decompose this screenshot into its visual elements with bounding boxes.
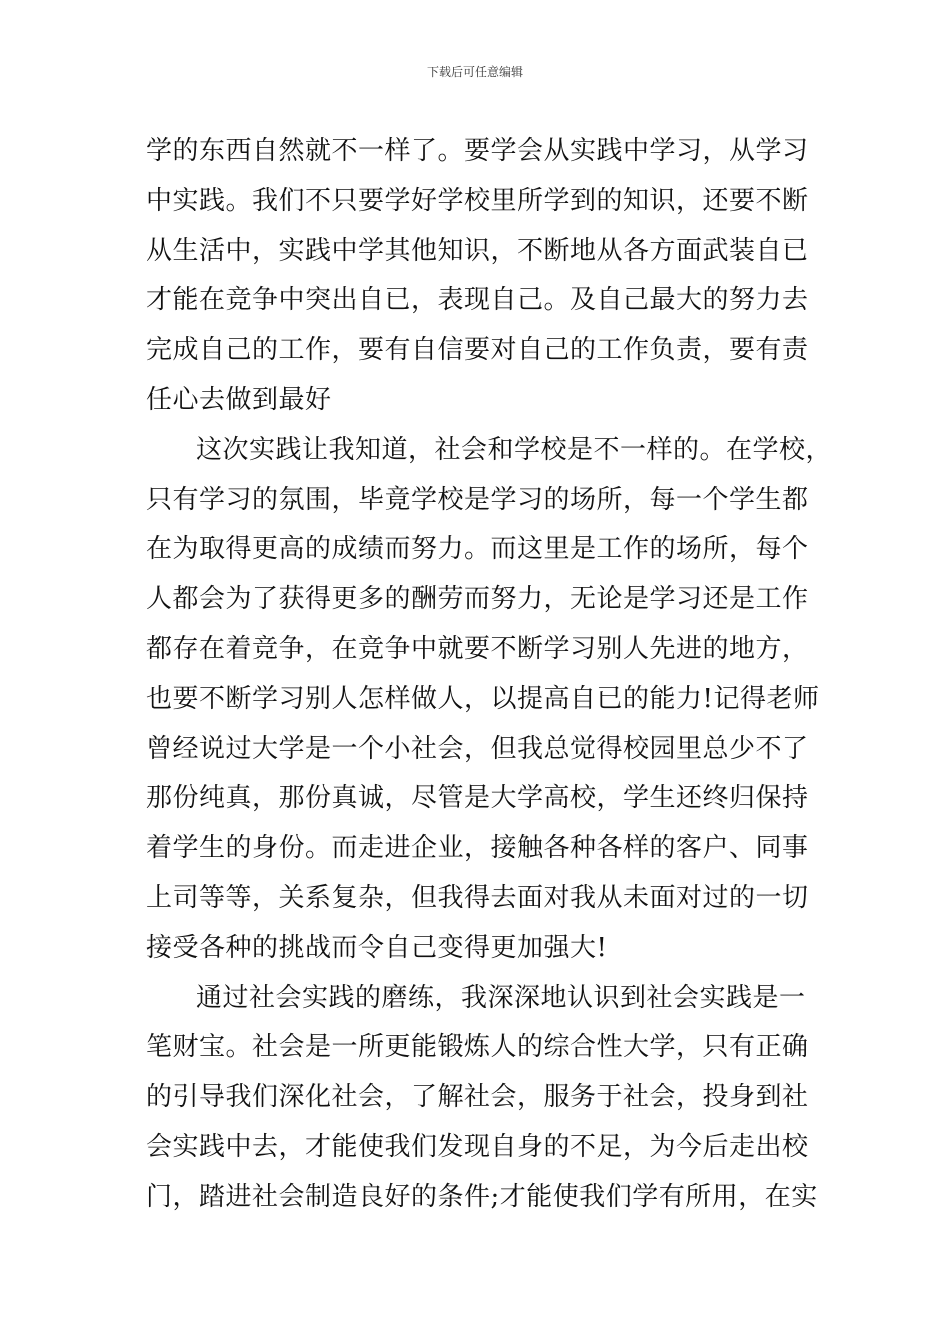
text-line: 那份纯真，那份真诚，尽管是大学高校，学生还终归保持 <box>146 783 809 814</box>
text-line: 接受各种的挑战而令自己变得更加强大! <box>146 932 608 963</box>
paragraph-3 <box>146 974 826 1223</box>
document-body <box>146 127 833 1223</box>
text-line: 才能在竞争中突出自已，表现自己。及自己最大的努力去 <box>146 285 809 316</box>
text-line: 笔财宝。社会是一所更能锻炼人的综合性大学，只有正确 <box>146 1032 809 1063</box>
page-header: 下载后可任意编辑 <box>426 65 523 79</box>
text-line: 都存在着竞争，在竞争中就要不断学习别人先进的地方， <box>146 633 809 664</box>
text-line: 通过社会实践的磨练，我深深地认识到社会实践是一 <box>196 982 806 1013</box>
text-line: 的引导我们深化社会，了解社会，服务于社会，投身到社 <box>146 1082 809 1113</box>
text-line: 中实践。我们不只要学好学校里所学到的知识，还要不断 <box>146 185 809 216</box>
text-line: 学的东西自然就不一样了。要学会从实践中学习，从学习 <box>146 136 809 166</box>
text-line: 曾经说过大学是一个小社会，但我总觉得校园里总少不了 <box>146 733 809 764</box>
text-line: 从生活中，实践中学其他知识，不断地从各方面武装自已 <box>146 235 809 266</box>
text-line: 这次实践让我知道，社会和学校是不一样的。在学校， <box>196 434 833 465</box>
text-line: 人都会为了获得更多的酬劳而努力，无论是学习还是工作 <box>146 584 809 615</box>
text-line: 在为取得更高的成绩而努力。而这里是工作的场所，每个 <box>146 534 809 565</box>
text-line: 也要不断学习别人怎样做人，以提高自已的能力!记得老师 <box>146 683 820 714</box>
text-line: 门，踏进社会制造良好的条件;才能使我们学有所用，在实 <box>146 1181 818 1212</box>
paragraph-1 <box>146 127 826 426</box>
paragraph-2 <box>146 426 833 974</box>
text-line: 任心去做到最好 <box>146 384 332 415</box>
text-line: 只有学习的氛围，毕竟学校是学习的场所，每一个学生都 <box>146 484 809 515</box>
text-line: 着学生的身份。而走进企业，接触各种各样的客户、同事 <box>146 833 809 864</box>
text-line: 会实践中去，才能使我们发现自身的不足，为今后走出校 <box>146 1131 809 1162</box>
text-line: 上司等等，关系复杂，但我得去面对我从未面对过的一切 <box>146 882 809 913</box>
text-line: 完成自己的工作，要有自信要对自己的工作负责，要有责 <box>146 335 809 366</box>
